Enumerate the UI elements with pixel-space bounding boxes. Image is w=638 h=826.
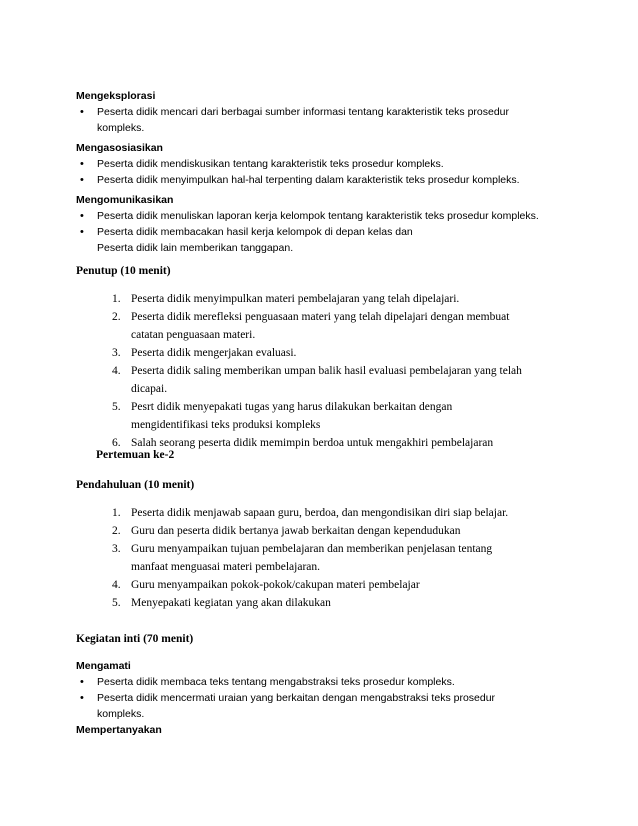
- list-item: 5. Pesrt didik menyepakati tugas yang harus dilakukan berkaitan dengan mengidentifikasi teks produksi kompleks: [112, 401, 453, 431]
- list-item: [76, 104, 571, 136]
- section-pertemuan: [96, 446, 174, 464]
- list-item-text: • Peserta didik menyimpulkan hal-hal terpenting dalam karakteristik teks prosedur kompleks.: [97, 174, 520, 186]
- list-item: 6. Salah seorang peserta didik memimpin berdoa untuk mengakhiri pembelajaran: [112, 437, 494, 449]
- list-item: 1. Peserta didik menyimpulkan materi pembelajaran yang telah dipelajari.: [112, 293, 460, 305]
- list-item-text: • Peserta didik mencermati uraian yang berkaitan dengan mengabstraksi teks prosedur: [97, 692, 496, 704]
- list-item: [76, 172, 571, 188]
- list-item-text: • Peserta didik mendiskusikan tentang karakteristik teks prosedur kompleks.: [97, 158, 444, 170]
- list-item-text: • Peserta didik menuliskan laporan kerja kelompok tentang karakteristik teks prosedur kompleks.: [97, 210, 539, 222]
- list-item: 1. Peserta didik menjawab sapaan guru, berdoa, dan mengondisikan diri siap belajar.: [112, 507, 509, 519]
- list-item: 5. Menyepakati kegiatan yang akan dilakukan: [112, 597, 331, 609]
- section-penutup: [76, 262, 571, 280]
- list-item: 2. Guru dan peserta didik bertanya jawab berkaitan dengan kependudukan: [112, 525, 461, 537]
- section-mengomunikasikan: [76, 192, 571, 256]
- list-item: 3. Peserta didik mengerjakan evaluasi.: [112, 347, 297, 359]
- section-mengasosiasikan: [76, 140, 571, 188]
- section-pendahuluan: [76, 476, 571, 494]
- bullet-list: [76, 104, 571, 136]
- list-item: [76, 674, 571, 690]
- section-heading: Pendahuluan (10 menit): [76, 479, 195, 491]
- list-item: 4. Peserta didik saling memberikan umpan balik hasil evaluasi pembelajaran yang telah dicapai.: [112, 365, 522, 395]
- list-item-text-cont: kompleks.: [97, 122, 145, 134]
- list-item-text-cont: Peserta didik lain memberikan tanggapan.: [97, 242, 294, 254]
- list-item: [76, 224, 571, 256]
- list-item: 4. Guru menyampaikan pokok-pokok/cakupan materi pembelajar: [112, 579, 420, 591]
- list-item: 2. Peserta didik merefleksi penguasaan materi yang telah dipelajari dengan membuat catatan penguasaan materi.: [112, 311, 510, 341]
- list-item-text: • Peserta didik membaca teks tentang mengabstraksi teks prosedur kompleks.: [97, 676, 455, 688]
- section-heading: Mempertanyakan: [76, 724, 162, 736]
- section-mengeksplorasi: [76, 88, 571, 136]
- list-item-text-cont: kompleks.: [97, 708, 145, 720]
- numbered-list-penutup: [76, 290, 571, 452]
- list-item: [76, 156, 571, 172]
- bullet-list: [76, 208, 571, 256]
- section-kegiatan-inti: [76, 630, 571, 648]
- bullet-list: [76, 156, 571, 188]
- section-heading: Penutup (10 menit): [76, 265, 171, 277]
- section-heading: Mengeksplorasi: [76, 90, 156, 102]
- section-heading: Mengamati: [76, 660, 131, 672]
- list-item: [76, 690, 571, 722]
- bullet-list: [76, 674, 571, 722]
- numbered-list-pendahuluan: [76, 504, 571, 612]
- list-item-text: • Peserta didik membacakan hasil kerja kelompok di depan kelas dan: [97, 226, 413, 238]
- section-heading: Kegiatan inti (70 menit): [76, 633, 194, 645]
- section-mengamati: [76, 658, 571, 722]
- section-heading: Pertemuan ke-2: [96, 449, 175, 461]
- section-heading: Mengasosiasikan: [76, 142, 163, 154]
- list-item: [76, 208, 571, 224]
- section-heading: Mengomunikasikan: [76, 194, 174, 206]
- section-mempertanyakan: [76, 722, 571, 738]
- list-item-text: • Peserta didik mencari dari berbagai sumber informasi tentang karakteristik teks prosedur: [97, 106, 510, 118]
- list-item: 3. Guru menyampaikan tujuan pembelajaran dan memberikan penjelasan tentang manfaat menguasai materi pembelajaran.: [112, 543, 493, 573]
